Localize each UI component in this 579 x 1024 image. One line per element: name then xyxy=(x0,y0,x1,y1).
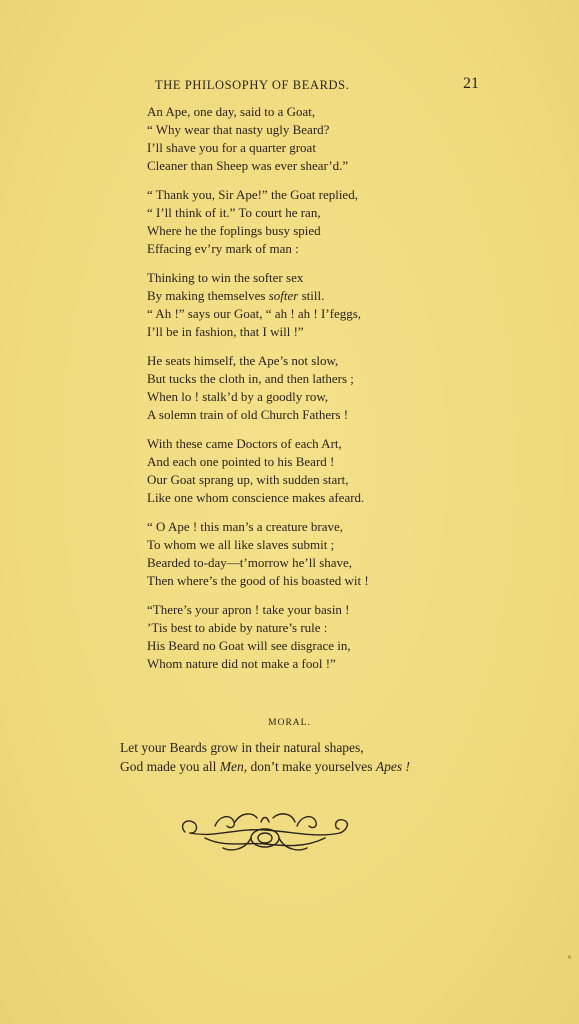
stanza xyxy=(147,186,447,258)
poem-line: He seats himself, the Ape’s not slow, xyxy=(147,353,339,368)
poem-line: Like one whom conscience makes afeard. xyxy=(147,490,365,505)
poem-line: “ Thank you, Sir Ape!” the Goat replied, xyxy=(147,187,358,202)
poem-line: “ Ah !” says our Goat, “ ah ! ah ! I’feggs, xyxy=(147,306,362,321)
paper-speck xyxy=(568,955,571,959)
poem-body xyxy=(147,103,447,684)
poem-line: “ I’ll think of it.” To court he ran, xyxy=(147,205,321,220)
poem-line: Thinking to win the softer sex xyxy=(147,270,304,285)
poem-line: I’ll be in fashion, that I will !” xyxy=(147,324,304,339)
page-header xyxy=(155,75,485,98)
poem-line: But tucks the cloth in, and then lathers ; xyxy=(147,371,354,386)
moral-line-2-part-2: don’t make yourselves xyxy=(247,759,376,774)
poem-line: Bearded to-day—t’morrow he’ll shave, xyxy=(147,555,353,570)
running-title: THE PHILOSOPHY OF BEARDS. xyxy=(155,78,350,92)
stanza xyxy=(147,601,447,673)
stanza xyxy=(147,352,447,424)
poem-line: An Ape, one day, said to a Goat, xyxy=(147,104,316,119)
poem-line: I’ll shave you for a quarter groat xyxy=(147,140,316,155)
poem-line-segment: still. xyxy=(298,288,325,303)
poem-line: Cleaner than Sheep was ever shear’d.” xyxy=(147,158,349,173)
poem-line: When lo ! stalk’d by a goodly row, xyxy=(147,389,329,404)
poem-line: A solemn train of old Church Fathers ! xyxy=(147,407,349,422)
poem-line: Where he the foplings busy spied xyxy=(147,223,321,238)
moral-line-2-part-1: God made you all xyxy=(120,759,220,774)
moral-line-2 xyxy=(120,757,500,776)
stanza xyxy=(147,103,447,175)
moral-line-1: Let your Beards grow in their natural shapes, xyxy=(120,740,364,755)
poem-line: With these came Doctors of each Art, xyxy=(147,436,342,451)
poem-line: To whom we all like slaves submit ; xyxy=(147,537,335,552)
poem-line xyxy=(147,287,447,305)
poem-line: ’Tis best to abide by nature’s rule : xyxy=(147,620,328,635)
scroll-flourish-ornament-icon xyxy=(175,808,355,856)
stanza xyxy=(147,269,447,341)
poem-line-segment: By making themselves xyxy=(147,288,269,303)
page-number: 21 xyxy=(463,75,479,92)
poem-line: His Beard no Goat will see disgrace in, xyxy=(147,638,351,653)
stanza xyxy=(147,435,447,507)
poem-line-italic-word: softer xyxy=(268,288,299,303)
poem-line: Whom nature did not make a fool !” xyxy=(147,656,336,671)
poem-line: “ Why wear that nasty ugly Beard? xyxy=(147,122,330,137)
poem-line: Effacing ev’ry mark of man : xyxy=(147,241,299,256)
poem-line: And each one pointed to his Beard ! xyxy=(147,454,335,469)
poem-line: “There’s your apron ! take your basin ! xyxy=(147,602,350,617)
poem-line: “ O Ape ! this man’s a creature brave, xyxy=(147,519,344,534)
stanza xyxy=(147,518,447,590)
moral-text xyxy=(120,738,500,776)
poem-line: Our Goat sprang up, with sudden start, xyxy=(147,472,349,487)
poem-line: Then where’s the good of his boasted wit ! xyxy=(147,573,369,588)
moral-word-apes: Apes ! xyxy=(375,759,410,774)
moral-heading: MORAL. xyxy=(268,718,311,728)
moral-word-men: Men, xyxy=(219,759,248,774)
